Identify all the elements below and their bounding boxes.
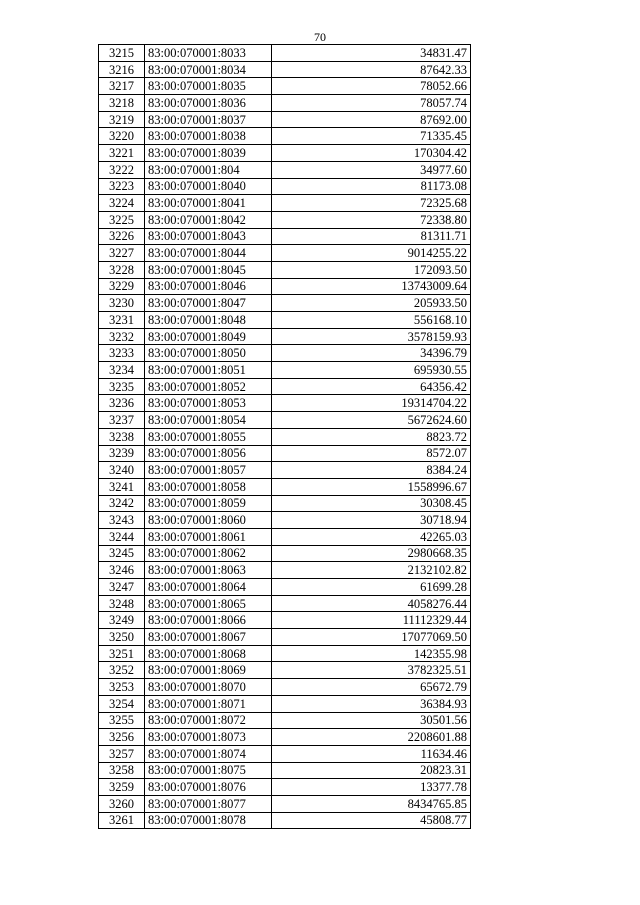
cadastral-number-cell: 83:00:070001:8046 [145, 278, 272, 295]
row-number-cell: 3222 [99, 161, 145, 178]
value-cell: 3578159.93 [272, 328, 471, 345]
table-row [99, 612, 471, 629]
value-cell: 3782325.51 [272, 662, 471, 679]
row-number-cell: 3241 [99, 478, 145, 495]
value-cell: 81173.08 [272, 178, 471, 195]
row-number-cell: 3242 [99, 495, 145, 512]
row-number-cell: 3237 [99, 412, 145, 429]
cadastral-number-cell: 83:00:070001:8073 [145, 729, 272, 746]
table-row [99, 295, 471, 312]
row-number-cell: 3240 [99, 462, 145, 479]
cadastral-number-cell: 83:00:070001:8034 [145, 61, 272, 78]
value-cell: 2980668.35 [272, 545, 471, 562]
cadastral-number-cell: 83:00:070001:8066 [145, 612, 272, 629]
row-number-cell: 3261 [99, 812, 145, 829]
row-number-cell: 3223 [99, 178, 145, 195]
value-cell: 556168.10 [272, 312, 471, 329]
row-number-cell: 3259 [99, 779, 145, 796]
table-row [99, 795, 471, 812]
table-row [99, 278, 471, 295]
cadastral-number-cell: 83:00:070001:8063 [145, 562, 272, 579]
cadastral-number-cell: 83:00:070001:8074 [145, 745, 272, 762]
table-row [99, 128, 471, 145]
table-row [99, 679, 471, 696]
table-row [99, 145, 471, 162]
value-cell: 11634.46 [272, 745, 471, 762]
cadastral-number-cell: 83:00:070001:8045 [145, 261, 272, 278]
table-row [99, 445, 471, 462]
row-number-cell: 3258 [99, 762, 145, 779]
row-number-cell: 3215 [99, 45, 145, 62]
table-row [99, 428, 471, 445]
table-row [99, 45, 471, 62]
value-cell: 8572.07 [272, 445, 471, 462]
row-number-cell: 3236 [99, 395, 145, 412]
row-number-cell: 3228 [99, 261, 145, 278]
value-cell: 34396.79 [272, 345, 471, 362]
row-number-cell: 3238 [99, 428, 145, 445]
row-number-cell: 3220 [99, 128, 145, 145]
row-number-cell: 3247 [99, 579, 145, 596]
value-cell: 71335.45 [272, 128, 471, 145]
row-number-cell: 3219 [99, 111, 145, 128]
value-cell: 8384.24 [272, 462, 471, 479]
table-row [99, 812, 471, 829]
value-cell: 205933.50 [272, 295, 471, 312]
cadastral-number-cell: 83:00:070001:8071 [145, 695, 272, 712]
value-cell: 19314704.22 [272, 395, 471, 412]
table-row [99, 312, 471, 329]
row-number-cell: 3256 [99, 729, 145, 746]
cadastral-number-cell: 83:00:070001:8077 [145, 795, 272, 812]
table-row [99, 629, 471, 646]
value-cell: 78052.66 [272, 78, 471, 95]
cadastral-number-cell: 83:00:070001:8061 [145, 528, 272, 545]
cadastral-number-cell: 83:00:070001:8056 [145, 445, 272, 462]
cadastral-number-cell: 83:00:070001:8047 [145, 295, 272, 312]
row-number-cell: 3232 [99, 328, 145, 345]
value-cell: 34977.60 [272, 161, 471, 178]
value-cell: 20823.31 [272, 762, 471, 779]
row-number-cell: 3239 [99, 445, 145, 462]
table-row [99, 462, 471, 479]
value-cell: 4058276.44 [272, 595, 471, 612]
value-cell: 13743009.64 [272, 278, 471, 295]
table-row [99, 111, 471, 128]
value-cell: 8823.72 [272, 428, 471, 445]
table-row [99, 512, 471, 529]
value-cell: 2208601.88 [272, 729, 471, 746]
value-cell: 8434765.85 [272, 795, 471, 812]
cadastral-number-cell: 83:00:070001:8048 [145, 312, 272, 329]
value-cell: 9014255.22 [272, 245, 471, 262]
cadastral-number-cell: 83:00:070001:8037 [145, 111, 272, 128]
table-row [99, 762, 471, 779]
table-row [99, 61, 471, 78]
cadastral-number-cell: 83:00:070001:8036 [145, 95, 272, 112]
cadastral-number-cell: 83:00:070001:8072 [145, 712, 272, 729]
cadastral-number-cell: 83:00:070001:8058 [145, 478, 272, 495]
row-number-cell: 3230 [99, 295, 145, 312]
value-cell: 30501.56 [272, 712, 471, 729]
page-number: 70 [314, 30, 326, 44]
row-number-cell: 3231 [99, 312, 145, 329]
row-number-cell: 3243 [99, 512, 145, 529]
value-cell: 30718.94 [272, 512, 471, 529]
cadastral-number-cell: 83:00:070001:8055 [145, 428, 272, 445]
row-number-cell: 3252 [99, 662, 145, 679]
table-row [99, 662, 471, 679]
value-cell: 13377.78 [272, 779, 471, 796]
cadastral-number-cell: 83:00:070001:8038 [145, 128, 272, 145]
value-cell: 1558996.67 [272, 478, 471, 495]
table-row [99, 362, 471, 379]
table-row [99, 195, 471, 212]
cadastral-number-cell: 83:00:070001:8076 [145, 779, 272, 796]
table-row [99, 95, 471, 112]
cadastral-number-cell: 83:00:070001:8050 [145, 345, 272, 362]
value-cell: 172093.50 [272, 261, 471, 278]
cadastral-number-cell: 83:00:070001:8062 [145, 545, 272, 562]
table-row [99, 261, 471, 278]
table-row [99, 478, 471, 495]
value-cell: 30308.45 [272, 495, 471, 512]
table-row [99, 161, 471, 178]
table-row [99, 562, 471, 579]
row-number-cell: 3257 [99, 745, 145, 762]
table-row [99, 395, 471, 412]
table-row [99, 228, 471, 245]
value-cell: 11112329.44 [272, 612, 471, 629]
table-row [99, 595, 471, 612]
table-row [99, 78, 471, 95]
cadastral-number-cell: 83:00:070001:8044 [145, 245, 272, 262]
table-row [99, 328, 471, 345]
cadastral-number-cell: 83:00:070001:8065 [145, 595, 272, 612]
row-number-cell: 3234 [99, 362, 145, 379]
row-number-cell: 3216 [99, 61, 145, 78]
value-cell: 170304.42 [272, 145, 471, 162]
table-row [99, 412, 471, 429]
cadastral-value-table [98, 44, 471, 829]
value-cell: 61699.28 [272, 579, 471, 596]
cadastral-number-cell: 83:00:070001:8049 [145, 328, 272, 345]
cadastral-number-cell: 83:00:070001:8070 [145, 679, 272, 696]
cadastral-number-cell: 83:00:070001:804 [145, 161, 272, 178]
table-row [99, 528, 471, 545]
cadastral-number-cell: 83:00:070001:8067 [145, 629, 272, 646]
cadastral-number-cell: 83:00:070001:8075 [145, 762, 272, 779]
value-cell: 2132102.82 [272, 562, 471, 579]
row-number-cell: 3251 [99, 645, 145, 662]
row-number-cell: 3233 [99, 345, 145, 362]
table-row [99, 745, 471, 762]
row-number-cell: 3260 [99, 795, 145, 812]
cadastral-number-cell: 83:00:070001:8059 [145, 495, 272, 512]
value-cell: 142355.98 [272, 645, 471, 662]
cadastral-number-cell: 83:00:070001:8057 [145, 462, 272, 479]
table-row [99, 545, 471, 562]
cadastral-number-cell: 83:00:070001:8068 [145, 645, 272, 662]
value-cell: 64356.42 [272, 378, 471, 395]
value-cell: 45808.77 [272, 812, 471, 829]
cadastral-number-cell: 83:00:070001:8051 [145, 362, 272, 379]
row-number-cell: 3246 [99, 562, 145, 579]
row-number-cell: 3249 [99, 612, 145, 629]
table-row [99, 211, 471, 228]
cadastral-number-cell: 83:00:070001:8033 [145, 45, 272, 62]
table-row [99, 579, 471, 596]
cadastral-number-cell: 83:00:070001:8064 [145, 579, 272, 596]
row-number-cell: 3225 [99, 211, 145, 228]
cadastral-number-cell: 83:00:070001:8069 [145, 662, 272, 679]
value-cell: 87692.00 [272, 111, 471, 128]
table-row [99, 695, 471, 712]
row-number-cell: 3229 [99, 278, 145, 295]
value-cell: 695930.55 [272, 362, 471, 379]
table-row [99, 779, 471, 796]
value-cell: 42265.03 [272, 528, 471, 545]
cadastral-number-cell: 83:00:070001:8041 [145, 195, 272, 212]
table-row [99, 345, 471, 362]
table-row [99, 712, 471, 729]
table-row [99, 645, 471, 662]
row-number-cell: 3224 [99, 195, 145, 212]
value-cell: 81311.71 [272, 228, 471, 245]
value-cell: 72325.68 [272, 195, 471, 212]
value-cell: 34831.47 [272, 45, 471, 62]
cadastral-number-cell: 83:00:070001:8054 [145, 412, 272, 429]
table-row [99, 245, 471, 262]
row-number-cell: 3221 [99, 145, 145, 162]
row-number-cell: 3254 [99, 695, 145, 712]
row-number-cell: 3253 [99, 679, 145, 696]
cadastral-number-cell: 83:00:070001:8042 [145, 211, 272, 228]
row-number-cell: 3245 [99, 545, 145, 562]
cadastral-number-cell: 83:00:070001:8053 [145, 395, 272, 412]
cadastral-number-cell: 83:00:070001:8052 [145, 378, 272, 395]
cadastral-number-cell: 83:00:070001:8060 [145, 512, 272, 529]
cadastral-number-cell: 83:00:070001:8078 [145, 812, 272, 829]
value-cell: 17077069.50 [272, 629, 471, 646]
cadastral-number-cell: 83:00:070001:8035 [145, 78, 272, 95]
row-number-cell: 3226 [99, 228, 145, 245]
row-number-cell: 3217 [99, 78, 145, 95]
row-number-cell: 3235 [99, 378, 145, 395]
value-cell: 72338.80 [272, 211, 471, 228]
row-number-cell: 3227 [99, 245, 145, 262]
table-row [99, 729, 471, 746]
cadastral-number-cell: 83:00:070001:8040 [145, 178, 272, 195]
table-row [99, 495, 471, 512]
cadastral-number-cell: 83:00:070001:8039 [145, 145, 272, 162]
value-cell: 5672624.60 [272, 412, 471, 429]
row-number-cell: 3248 [99, 595, 145, 612]
row-number-cell: 3255 [99, 712, 145, 729]
table-row [99, 378, 471, 395]
row-number-cell: 3250 [99, 629, 145, 646]
row-number-cell: 3218 [99, 95, 145, 112]
table-body [99, 45, 471, 829]
table-row [99, 178, 471, 195]
cadastral-number-cell: 83:00:070001:8043 [145, 228, 272, 245]
value-cell: 36384.93 [272, 695, 471, 712]
row-number-cell: 3244 [99, 528, 145, 545]
value-cell: 65672.79 [272, 679, 471, 696]
value-cell: 87642.33 [272, 61, 471, 78]
value-cell: 78057.74 [272, 95, 471, 112]
